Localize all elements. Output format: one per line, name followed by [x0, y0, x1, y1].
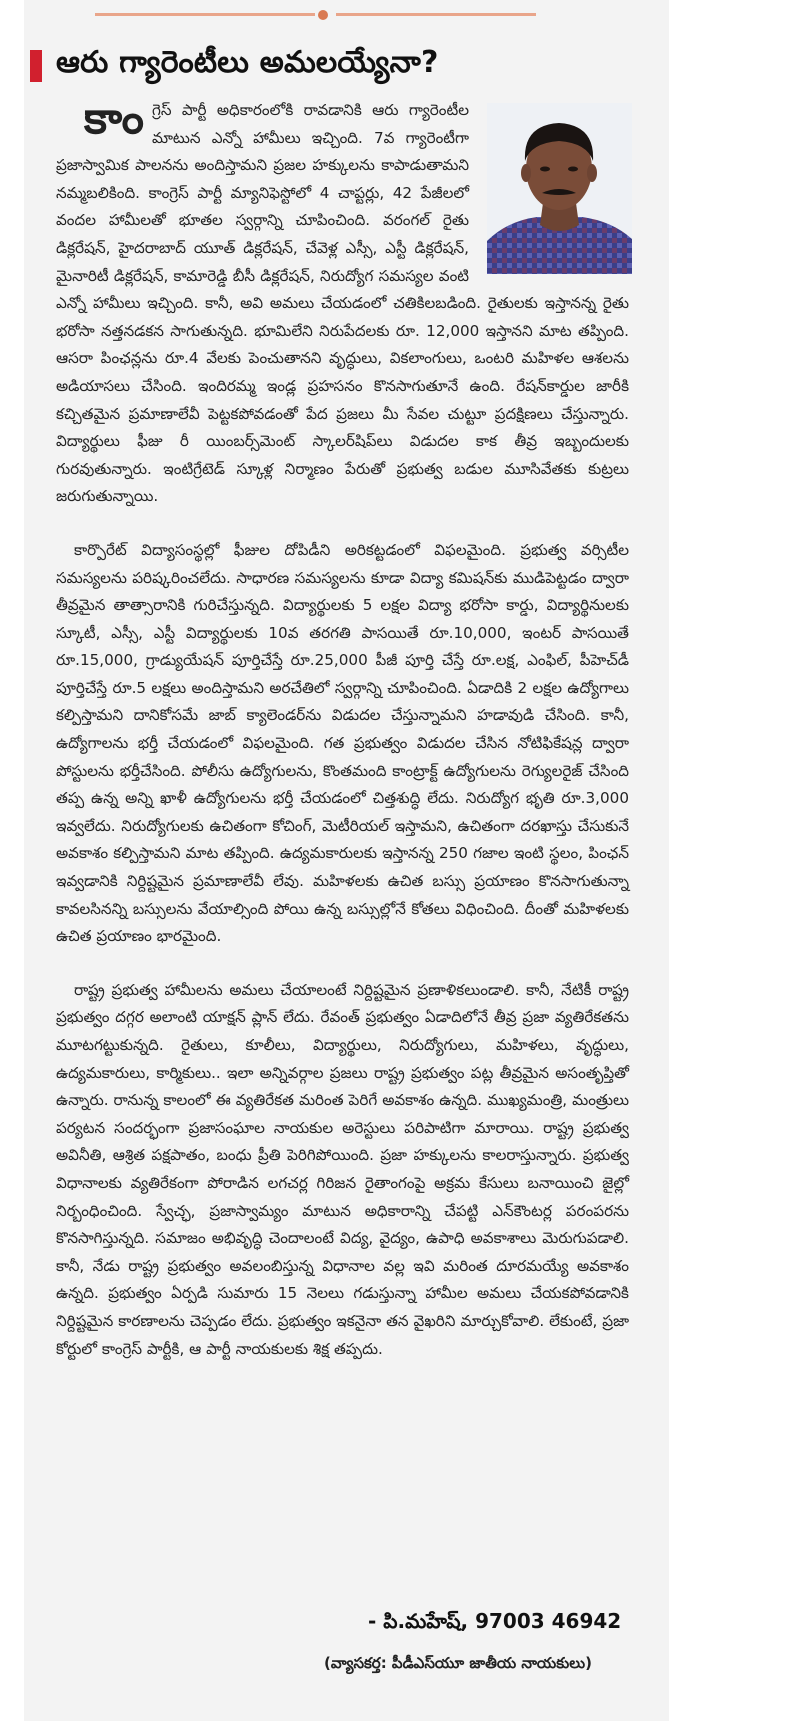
- drop-cap: కాం: [84, 93, 144, 144]
- article-body: [56, 93, 629, 1363]
- photo-wrap-space: [469, 97, 629, 285]
- article-paragraph-3: రాష్ట్ర ప్రభుత్వ హామీలను అమలు చేయాలంటే నిర్దిష్టమైన ప్రణాళికలుండాలి. కానీ, నేటికీ రాష్ట్ర ప్రభుత్వం దగ్గర అలాంటి యాక్షన్ ప్లాన్ లేదు. రేవంత్ ప్రభుత్వం ఏడాదిలోనే తీవ్ర ప్రజా వ్యతిరేకతను మూటగట్టుకున్నది. రైతులు, కూలీలు, విద్యార్థులు, నిరుద్యోగులు, మహిళలు, వృద్ధులు, ఉద్యమకారులు, కార్మికులు.. ఇలా అన్నివర్గాల ప్రజలు రాష్ట్ర ప్రభుత్వం పట్ల తీవ్రమైన అసంతృప్తితో ఉన్నారు. రానున్న కాలంలో ఈ వ్యతిరేకత మరింత పెరిగే అవకాశం ఉన్నది. ముఖ్యమంత్రి, మంత్రులు పర్యటన సందర్భంగా ప్రజాసంఘాల నాయకుల అరెస్టులు పరిపాటిగా మారాయి. రాష్ట్ర ప్రభుత్వ అవినీతి, ఆశ్రిత పక్షపాతం, బంధు ప్రీతి పెరిగిపోయింది. ప్రజా హక్కులను కాలరాస్తున్నారు. ప్రభుత్వ విధానాలకు వ్యతిరేకంగా పోరాడిన లగచర్ల గిరిజన రైతాంగంపై అక్రమ కేసులు బనాయించి జైల్లో నిర్బంధించింది. స్వేచ్ఛ, ప్రజాస్వామ్యం మాటున అధికారాన్ని చేపట్టి ఎన్‌కౌంటర్ల పరంపరను కొనసాగిస్తున్నది. సమాజం అభివృద్ధి చెందాలంటే విద్య, వైద్యం, ఉపాధి అవకాశాలు మెరుగుపడాలి. కానీ, నేడు రాష్ట్ర ప్రభుత్వం అవలంబిస్తున్న విధానాల వల్ల ఇవి మరింత దూరమయ్యే అవకాశం ఉన్నది. ప్రభుత్వం ఏర్పడి సుమారు 15 నెలలు గడుస్తున్నా హామీల అమలు చేయకపోవడానికి నిర్దిష్టమైన కారణాలను చెప్పడం లేదు. ప్రభుత్వం ఇకనైనా తన వైఖరిని మార్చుకోవాలి. లేకుంటే, ప్రజా కోర్టులో కాంగ్రెస్ పార్టీకి, ఆ పార్టీ నాయకులకు శిక్ష తప్పదు.: [56, 980, 629, 1358]
- headline: ఆరు గ్యారెంటీలు అమలయ్యేనా?: [56, 45, 439, 80]
- article-paragraph-2: కార్పొరేట్ విద్యాసంస్థల్లో ఫీజుల దోపిడీని అరికట్టడంలో విఫలమైంది. ప్రభుత్వ వర్సిటీల సమస్యలను పరిష్కరించలేదు. సాధారణ సమస్యలను కూడా విద్యా కమిషన్‌కు ముడిపెట్టడం ద్వారా తీవ్రమైన తాత్సారానికి గురిచేస్తున్నది. విద్యార్థులకు 5 లక్షల విద్యా భరోసా కార్డు, విద్యార్థినులకు స్కూటీ, ఎస్సీ, ఎస్టీ విద్యార్థులకు 10వ తరగతి పాసయితే రూ.10,000, ఇంటర్ పాసయితే రూ.15,000, గ్రాడ్యుయేషన్ పూర్తిచేస్తే రూ.25,000 పీజీ పూర్తి చేస్తే రూ.లక్ష, ఎంఫిల్, పీహెచ్‌డీ పూర్తిచేస్తే రూ.5 లక్షలు అందిస్తామని అరచేతిలో స్వర్గాన్ని చూపించింది. ఏడాదికి 2 లక్షల ఉద్యోగాలు కల్పిస్తామని దానికోసమే జాబ్ క్యాలెండర్‌ను విడుదల చేస్తున్నామని హడావుడి చేసింది. కానీ, ఉద్యోగాలను భర్తీ చేయడంలో విఫలమైంది. గత ప్రభుత్వం విడుదల చేసిన నోటిఫికేషన్ల ద్వారా పోస్టులను భర్తీచేసింది. పోలీసు ఉద్యోగులను, కొంతమంది కాంట్రాక్ట్ ఉద్యోగులను రెగ్యులరైజ్ చేసింది తప్ప ఉన్న అన్ని ఖాళీ ఉద్యోగులను భర్తీ చేయడంలో చిత్తశుద్ధి లేదు. నిరుద్యోగ భృతి రూ.3,000 ఇవ్వలేదు. నిరుద్యోగులకు ఉచితంగా కోచింగ్, మెటీరియల్ ఇస్తామని, ఉచితంగా దరఖాస్తు చేసుకునే అవకాశం కల్పిస్తామని మాట తప్పింది. ఉద్యమకారులకు ఇస్తానన్న 250 గజాల ఇంటి స్థలం, పింఛన్ ఇవ్వడానికి నిర్దిష్టమైన ప్రమాణాలేవీ లేవు. మహిళలకు ఉచిత బస్సు ప్రయాణం కొనసాగుతున్నా కావలసినన్ని బస్సులను వేయాల్సింది పోయి ఉన్న బస్సుల్లోనే కోతలు విధించింది. దీంతో మహిళలకు ఉచిత ప్రయాణం భారమైంది.: [56, 540, 629, 946]
- author-credit: (వ్యాసకర్త: పీడీఎస్‌యూ జాతీయ నాయకులు): [324, 1654, 592, 1672]
- paragraph-1-text: గ్రెస్ పార్టీ అధికారంలోకి రావడానికి ఆరు గ్యారెంటీల మాటున ఎన్నో హామీలు ఇచ్చింది. 7వ గ్యారెంటీగా ప్రజాస్వామిక పాలనను అందిస్తామని ప్రజల హక్కులను కాపాడుతామని నమ్మబలికింది. కాంగ్రెస్ పార్టీ మ్యానిఫెస్టోలో 4 చాప్టర్లు, 42 పేజీలలో వందల హామీలతో భూతల స్వర్గాన్ని చూపించింది. వరంగల్ రైతు డిక్లరేషన్, హైదరాబాద్ యూత్ డిక్లరేషన్, చేవెళ్ల ఎస్సీ, ఎస్టీ డిక్లరేషన్, మైనారిటీ డిక్లరేషన్, కామారెడ్డి బీసీ డిక్లరేషన్, నిరుద్యోగ సమస్యల వంటి ఎన్నో హామీలు ఇచ్చింది. కానీ, అవి అమలు చేయడంలో చతికిలబడింది. రైతులకు ఇస్తానన్న రైతు భరోసా నత్తనడకన సాగుతున్నది. భూమిలేని నిరుపేదలకు రూ. 12,000 ఇస్తానని మాట తప్పింది. ఆసరా పింఛన్లను రూ.4 వేలకు పెంచుతానని వృద్ధులు, వికలాంగులు, ఒంటరి మహిళల ఆశలను అడియాసలు చేసింది. ఇందిరమ్మ ఇండ్ల ప్రహసనం కొనసాగుతూనే ఉంది. రేషన్‌కార్డుల జారీకి కచ్చితమైన ప్రమాణాలేవీ పెట్టకపోవడంతో పేద ప్రజలు మీ సేవల చుట్టూ ప్రదక్షిణలు చేస్తున్నారు. విద్యార్థులు ఫీజు రీ యింబర్స్‌మెంట్ స్కాలర్‌షిప్‌లు విడుదల కాక తీవ్ర ఇబ్బందులకు గురవుతున్నారు. ఇంటిగ్రేటెడ్ స్కూళ్ల నిర్మాణం పేరుతో ప్రభుత్వ బడుల మూసివేతకు కుట్రలు జరుగుతున్నాయి.: [56, 101, 629, 506]
- headline-marker: [30, 50, 42, 82]
- top-rule-right: [336, 13, 536, 16]
- right-margin: [669, 0, 800, 1721]
- author-signature: - పి.మహేష్, 97003 46942: [368, 1609, 622, 1633]
- top-rule-ornament: [318, 10, 328, 20]
- top-rule-left: [95, 13, 315, 16]
